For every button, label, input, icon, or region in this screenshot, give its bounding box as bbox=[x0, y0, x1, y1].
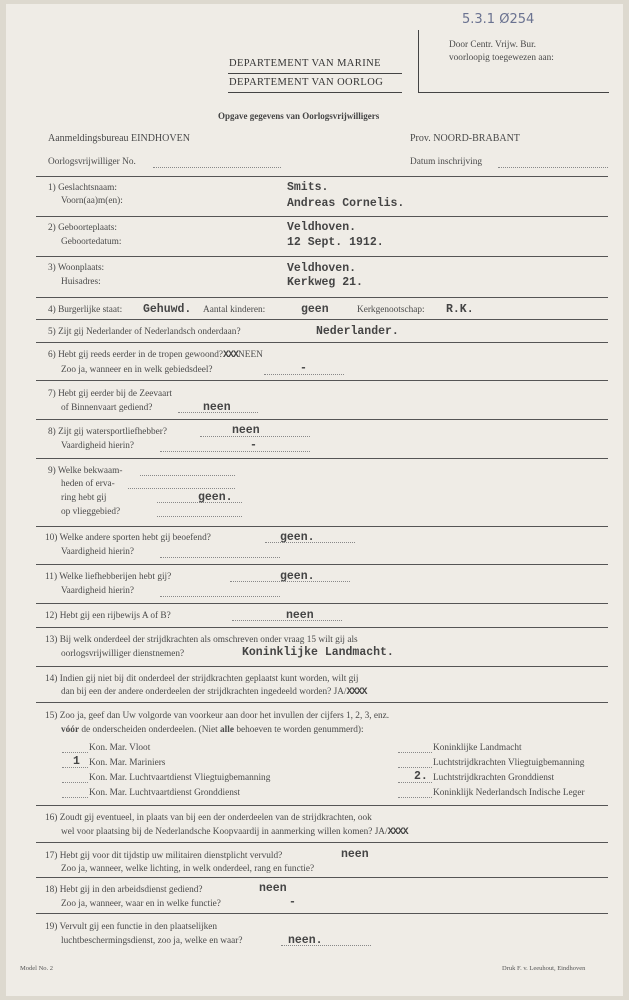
q9-aviation-label-2: heden of erva- bbox=[61, 479, 115, 489]
q15-right-line-3 bbox=[398, 797, 432, 798]
q11-skill-line bbox=[160, 596, 280, 597]
rule-0 bbox=[36, 176, 608, 177]
q11-hobbies-label: 11) Welke liefhebberijen hebt gij? bbox=[45, 572, 172, 582]
q10-sports-line bbox=[265, 542, 355, 543]
form-subtitle: Opgave gegevens van Oorlogsvrijwilligers bbox=[218, 111, 380, 121]
q1-given-names-label: Voorn(aa)m(en): bbox=[61, 196, 123, 206]
q15-left-option-0: Kon. Mar. Vloot bbox=[89, 743, 151, 753]
q5-nationality-label: 5) Zijt gij Nederlander of Nederlandsch onderdaan? bbox=[48, 327, 241, 337]
q1-surname-value: Smits. bbox=[287, 181, 329, 194]
q13-branch-label-1: 13) Bij welk onderdeel der strijdkrachten als omschreven onder vraag 15 wilt gij als bbox=[45, 635, 358, 645]
q7-seafaring-label-2: of Binnenvaart gediend? bbox=[61, 403, 153, 413]
q11-hobbies-line bbox=[230, 581, 350, 582]
rule-1 bbox=[36, 216, 608, 217]
q16-merchant-label-2 bbox=[61, 827, 408, 838]
rule-5 bbox=[36, 342, 608, 343]
volunteer-number-label: Oorlogsvrijwilliger No. bbox=[48, 157, 136, 167]
q9-line-1 bbox=[140, 475, 235, 476]
q15-voor: vóór bbox=[61, 725, 80, 735]
q3-residence-label: 3) Woonplaats: bbox=[48, 263, 105, 273]
dept-marine-title: DEPARTEMENT VAN MARINE bbox=[229, 58, 381, 69]
q7-seafaring-label-1: 7) Hebt gij eerder bij de Zeevaart bbox=[48, 389, 172, 399]
q9-aviation-label-4: op vlieggebied? bbox=[61, 507, 121, 517]
q8-skill-line bbox=[160, 451, 310, 452]
rule-7 bbox=[36, 419, 608, 420]
rule-18 bbox=[36, 913, 608, 914]
q9-line-4 bbox=[157, 516, 242, 517]
volunteer-number-line bbox=[153, 167, 281, 168]
rule-11 bbox=[36, 603, 608, 604]
rule-2 bbox=[36, 256, 608, 257]
title-underline bbox=[228, 92, 402, 93]
q18-labour-value: neen bbox=[259, 882, 287, 895]
province-value: NOORD-BRABANT bbox=[433, 133, 520, 144]
q16-merchant-label-1: 16) Zoudt gij eventueel, in plaats van bij een der onderdeelen van de strijdkrachten, ook bbox=[45, 813, 372, 823]
q12-license-value: neen bbox=[286, 609, 314, 622]
footer-model-number: Model No. 2 bbox=[20, 965, 54, 972]
q7-seafaring-value: neen bbox=[203, 401, 231, 414]
assignment-label-2: voorloopig toegewezen aan: bbox=[449, 53, 554, 63]
q14-other-branch-label-2 bbox=[61, 687, 367, 698]
q15-left-line-0 bbox=[62, 752, 88, 753]
q15-left-line-2 bbox=[62, 782, 88, 783]
rule-13 bbox=[36, 666, 608, 667]
q6-tropics-label bbox=[48, 350, 263, 361]
q15-mid: de onderscheiden onderdeelen. (Niet bbox=[81, 725, 218, 735]
q15-preference-label-1: 15) Zoo ja, geef dan Uw volgorde van voorkeur aan door het invullen der cijfers 1, 2, 3, enz. bbox=[45, 711, 390, 721]
q15-right-line-0 bbox=[398, 752, 432, 753]
q8-watersport-label: 8) Zijt gij watersportliefhebber? bbox=[48, 427, 168, 437]
q13-branch-label-2: oorlogsvrijwilliger dienstnemen? bbox=[61, 649, 185, 659]
rule-12 bbox=[36, 627, 608, 628]
registration-date-label: Datum inschrijving bbox=[410, 157, 483, 167]
q6-struck-ja: XXX bbox=[223, 350, 239, 361]
q2-birthdate-label: Geboortedatum: bbox=[61, 237, 122, 247]
q15-preference-label-2 bbox=[61, 725, 364, 735]
q4-religion-value: R.K. bbox=[446, 303, 474, 316]
q6-tropics-detail-label: Zoo ja, wanneer en in welk gebiedsdeel? bbox=[61, 365, 213, 375]
q3-residence-value: Veldhoven. bbox=[287, 262, 357, 275]
footer-printer: Druk F. v. Leeuhout, Eindhoven bbox=[502, 965, 586, 972]
q6-tropics-question: 6) Hebt gij reeds eerder in de tropen gewoond? bbox=[48, 350, 224, 360]
q4-children-value: geen bbox=[301, 303, 329, 316]
assignment-label-1: Door Centr. Vrijw. Bur. bbox=[449, 40, 536, 50]
q17-service-label-2: Zoo ja, wanneer, welke lichting, in welk onderdeel, rang en functie? bbox=[61, 864, 315, 874]
q9-line-2 bbox=[128, 488, 235, 489]
q9-aviation-label-1: 9) Welke bekwaam- bbox=[48, 466, 123, 476]
dept-oorlog-title: DEPARTEMENT VAN OORLOG bbox=[229, 77, 384, 88]
q4-civil-status-label: 4) Burgerlijke staat: bbox=[48, 305, 123, 315]
q15-left-option-1: Kon. Mar. Mariniers bbox=[89, 758, 166, 768]
q16-question: wel voor plaatsing bij de Nederlandsche Koopvaardij in aanmerking willen komen? bbox=[61, 827, 373, 837]
rule-4 bbox=[36, 319, 608, 320]
q11-skill-label: Vaardigheid hierin? bbox=[61, 586, 135, 596]
title-divider bbox=[228, 73, 402, 74]
q15-left-option-3: Kon. Mar. Luchtvaartdienst Gronddienst bbox=[89, 788, 241, 798]
q10-skill-label: Vaardigheid hierin? bbox=[61, 547, 135, 557]
q15-right-option-2: Luchtstrijdkrachten Gronddienst bbox=[433, 773, 555, 783]
q18-labour-label: 18) Hebt gij in den arbeidsdienst gediend? bbox=[45, 885, 203, 895]
q14-struck-neen: XXXX bbox=[346, 687, 367, 698]
q3-address-value: Kerkweg 21. bbox=[287, 276, 363, 289]
q6-detail-value: - bbox=[300, 362, 307, 375]
q6-tropics-answer: NEEN bbox=[238, 350, 263, 360]
q12-license-label: 12) Hebt gij een rijbewijs A of B? bbox=[45, 611, 171, 621]
bureau-value: EINDHOVEN bbox=[131, 133, 190, 144]
q10-sports-value: geen. bbox=[280, 531, 315, 544]
q17-service-label-1: 17) Hebt gij voor dit tijdstip uw militairen dienstplicht vervuld? bbox=[45, 851, 283, 861]
q2-birthplace-value: Veldhoven. bbox=[287, 221, 357, 234]
q17-service-value: neen bbox=[341, 848, 369, 861]
archive-number: 5.3.1 Ø254 bbox=[462, 12, 535, 27]
q8-watersport-value: neen bbox=[232, 424, 260, 437]
rule-3 bbox=[36, 297, 608, 298]
q4-civil-status-value: Gehuwd. bbox=[143, 303, 192, 316]
q9-aviation-label-3: ring hebt gij bbox=[61, 493, 107, 503]
province-label-text: Prov. bbox=[410, 133, 431, 144]
q15-right-mark-2: 2. bbox=[414, 770, 428, 783]
rule-17 bbox=[36, 877, 608, 878]
q15-right-option-0: Koninklijke Landmacht bbox=[433, 743, 522, 753]
q16-option-ja: JA/ bbox=[374, 827, 388, 837]
q11-hobbies-value: geen. bbox=[280, 570, 315, 583]
q9-aviation-value: geen. bbox=[198, 491, 233, 504]
q4-religion-label: Kerkgenootschap: bbox=[357, 305, 425, 315]
q15-left-line-3 bbox=[62, 797, 88, 798]
q15-alle: alle bbox=[220, 725, 234, 735]
q1-surname-label: 1) Geslachtsnaam: bbox=[48, 183, 117, 193]
rule-16 bbox=[36, 842, 608, 843]
q1-given-names-value: Andreas Cornelis. bbox=[287, 197, 405, 210]
q14-other-branch-label-1: 14) Indien gij niet bij dit onderdeel der strijdkrachten geplaatst kunt worden, wilt gij bbox=[45, 674, 359, 684]
q15-left-mark-1: 1 bbox=[73, 755, 80, 768]
q8-skill-label: Vaardigheid hierin? bbox=[61, 441, 135, 451]
province-label bbox=[410, 133, 520, 144]
q15-left-option-2: Kon. Mar. Luchtvaartdienst Vliegtuigbemanning bbox=[89, 773, 271, 783]
q18-labour-detail-value: - bbox=[289, 896, 296, 909]
q8-skill-value: - bbox=[250, 439, 257, 452]
q14-question: dan bij een der andere onderdeelen der strijdkrachten ingedeeld worden? bbox=[61, 687, 332, 697]
registration-date-line bbox=[498, 167, 608, 168]
q19-airdefence-value: neen. bbox=[288, 934, 323, 947]
q5-nationality-value: Nederlander. bbox=[316, 325, 399, 338]
rule-10 bbox=[36, 564, 608, 565]
q4-children-label: Aantal kinderen: bbox=[203, 305, 266, 315]
rule-14 bbox=[36, 702, 608, 703]
q15-right-option-3: Koninklijk Nederlandsch Indische Leger bbox=[433, 788, 585, 798]
q15-right-option-1: Luchtstrijdkrachten Vliegtuigbemanning bbox=[433, 758, 585, 768]
q15-post: behoeven te worden genummerd): bbox=[236, 725, 364, 735]
q18-labour-detail-label: Zoo ja, wanneer, waar en in welke functie? bbox=[61, 899, 221, 909]
q2-birthplace-label: 2) Geboorteplaats: bbox=[48, 223, 117, 233]
q15-right-line-1 bbox=[398, 767, 432, 768]
rule-8 bbox=[36, 458, 608, 459]
q16-struck-neen: XXXX bbox=[387, 827, 408, 838]
q2-birthdate-value: 12 Sept. 1912. bbox=[287, 236, 384, 249]
q14-option-ja: JA/ bbox=[333, 687, 347, 697]
q13-branch-value: Koninklijke Landmacht. bbox=[242, 646, 394, 659]
rule-9 bbox=[36, 526, 608, 527]
rule-6 bbox=[36, 380, 608, 381]
q10-sports-label: 10) Welke andere sporten hebt gij beoefend? bbox=[45, 533, 211, 543]
bureau-label-text: Aanmeldingsbureau bbox=[48, 133, 129, 144]
bureau-label bbox=[48, 133, 190, 144]
q19-airdefence-label-1: 19) Vervult gij een functie in den plaatselijken bbox=[45, 922, 218, 932]
rule-15 bbox=[36, 805, 608, 806]
q19-airdefence-label-2: luchtbeschermingsdienst, zoo ja, welke en waar? bbox=[61, 936, 243, 946]
q10-skill-line bbox=[160, 557, 280, 558]
q3-address-label: Huisadres: bbox=[61, 277, 101, 287]
